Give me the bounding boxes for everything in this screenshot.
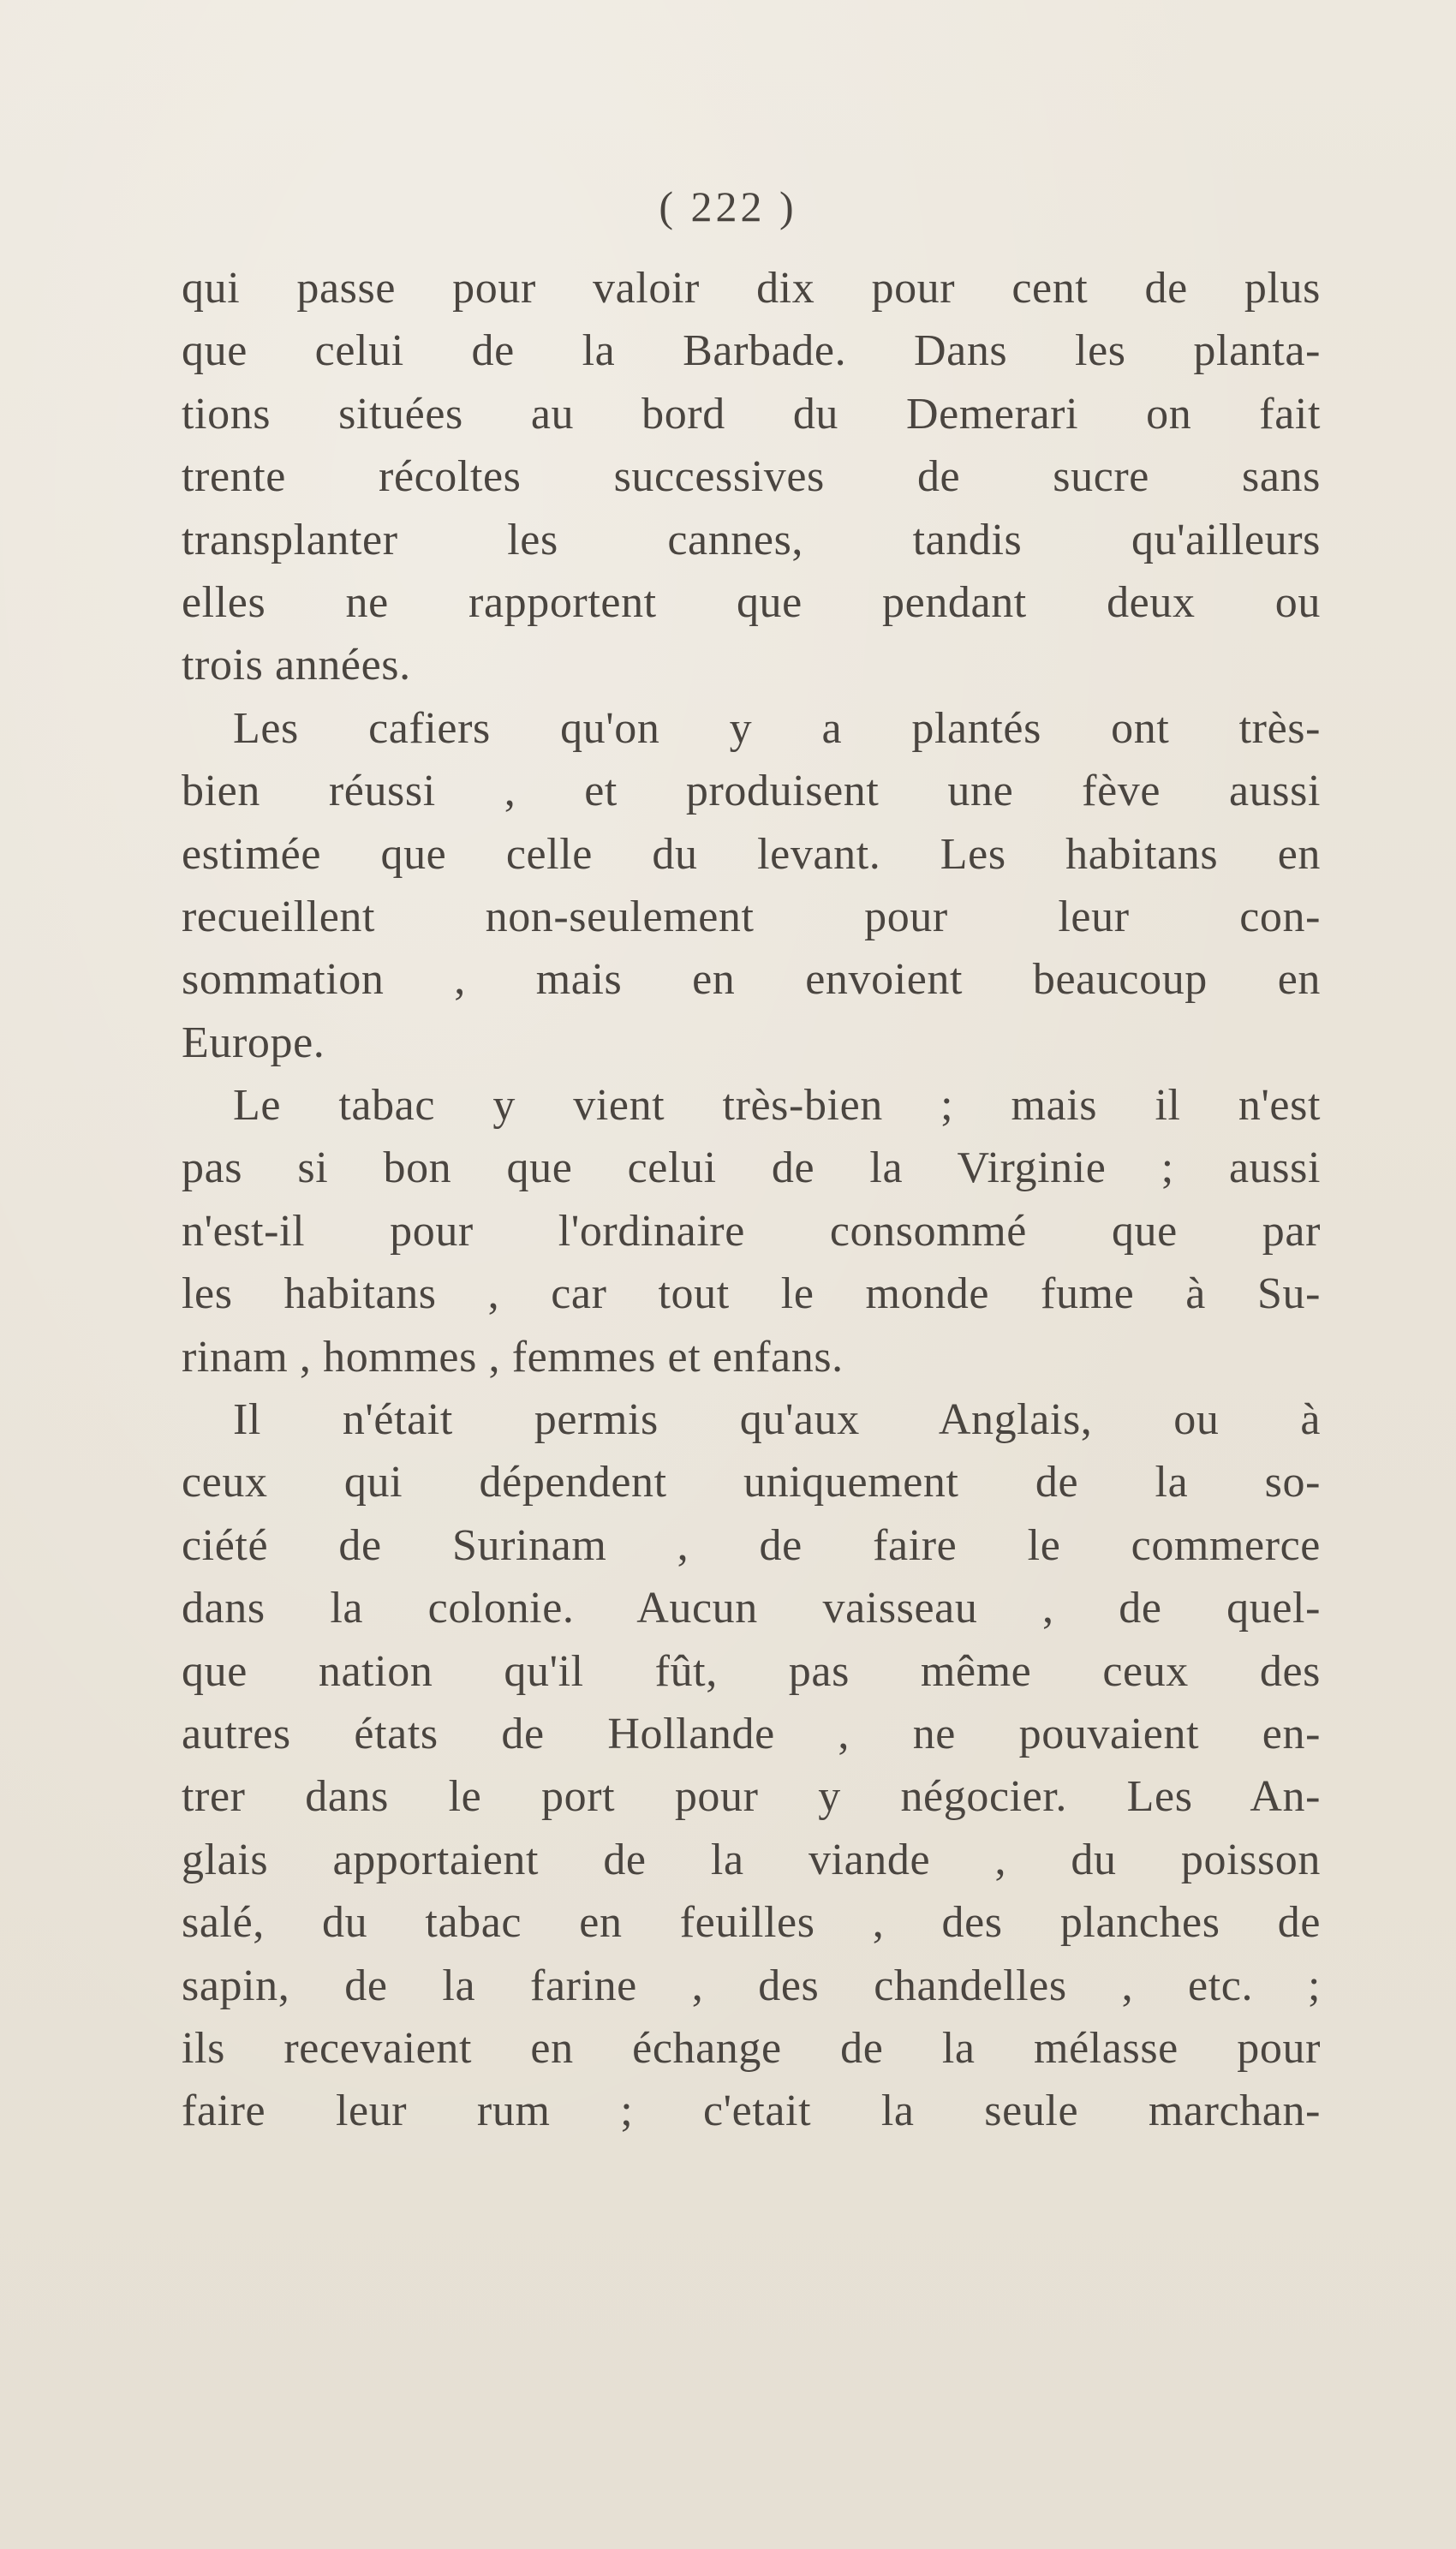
- text-line: qui passe pour valoir dix pour cent de plus: [182, 264, 1321, 313]
- text-line: sommation , mais en envoient beaucoup en: [182, 955, 1321, 1005]
- text-line: trois années.: [182, 641, 411, 690]
- text-line: glais apportaient de la viande , du poisson: [182, 1835, 1321, 1884]
- text-line: n'est-il pour l'ordinaire consommé que par: [182, 1206, 1321, 1256]
- text-line: ciété de Surinam , de faire le commerce: [182, 1520, 1321, 1570]
- text-line: rinam , hommes , femmes et enfans.: [182, 1332, 844, 1382]
- text-line: pas si bon que celui de la Virginie ; aussi: [182, 1143, 1321, 1193]
- text-line: ils recevaient en échange de la mélasse pour: [182, 2023, 1321, 2073]
- text-line: que nation qu'il fût, pas même ceux des: [182, 1646, 1321, 1696]
- text-line: que celui de la Barbade. Dans les planta-: [182, 326, 1321, 376]
- text-line: trente récoltes successives de sucre sans: [182, 452, 1321, 502]
- text-line: transplanter les cannes, tandis qu'ailleurs: [182, 515, 1321, 564]
- text-line: Il n'était permis qu'aux Anglais, ou à: [233, 1395, 1321, 1445]
- text-line: dans la colonie. Aucun vaisseau , de quel-: [182, 1584, 1321, 1633]
- page-number: ( 222 ): [659, 182, 797, 230]
- text-line: Le tabac y vient très-bien ; mais il n'est: [233, 1081, 1321, 1131]
- text-line: salé, du tabac en feuilles , des planches de: [182, 1898, 1321, 1948]
- text-line: tions situées au bord du Demerari on fait: [182, 389, 1321, 439]
- text-line: Les cafiers qu'on y a plantés ont très-: [233, 703, 1321, 753]
- text-line: trer dans le port pour y négocier. Les An-: [182, 1772, 1321, 1822]
- text-line: bien réussi , et produisent une fève aussi: [182, 767, 1321, 816]
- text-line: les habitans , car tout le monde fume à Su-: [182, 1269, 1321, 1319]
- text-line: faire leur rum ; c'etait la seule marchan-: [182, 2086, 1321, 2136]
- body-text: [182, 257, 1321, 2143]
- text-line: estimée que celle du levant. Les habitans en: [182, 829, 1321, 879]
- text-line: sapin, de la farine , des chandelles , etc. ;: [182, 1961, 1321, 2010]
- text-line: autres états de Hollande , ne pouvaient en-: [182, 1709, 1321, 1758]
- text-line: ceux qui dépendent uniquement de la so-: [182, 1458, 1321, 1507]
- text-line: recueillent non-seulement pour leur con-: [182, 892, 1321, 941]
- text-line: elles ne rapportent que pendant deux ou: [182, 577, 1321, 627]
- text-line: Europe.: [182, 1018, 325, 1067]
